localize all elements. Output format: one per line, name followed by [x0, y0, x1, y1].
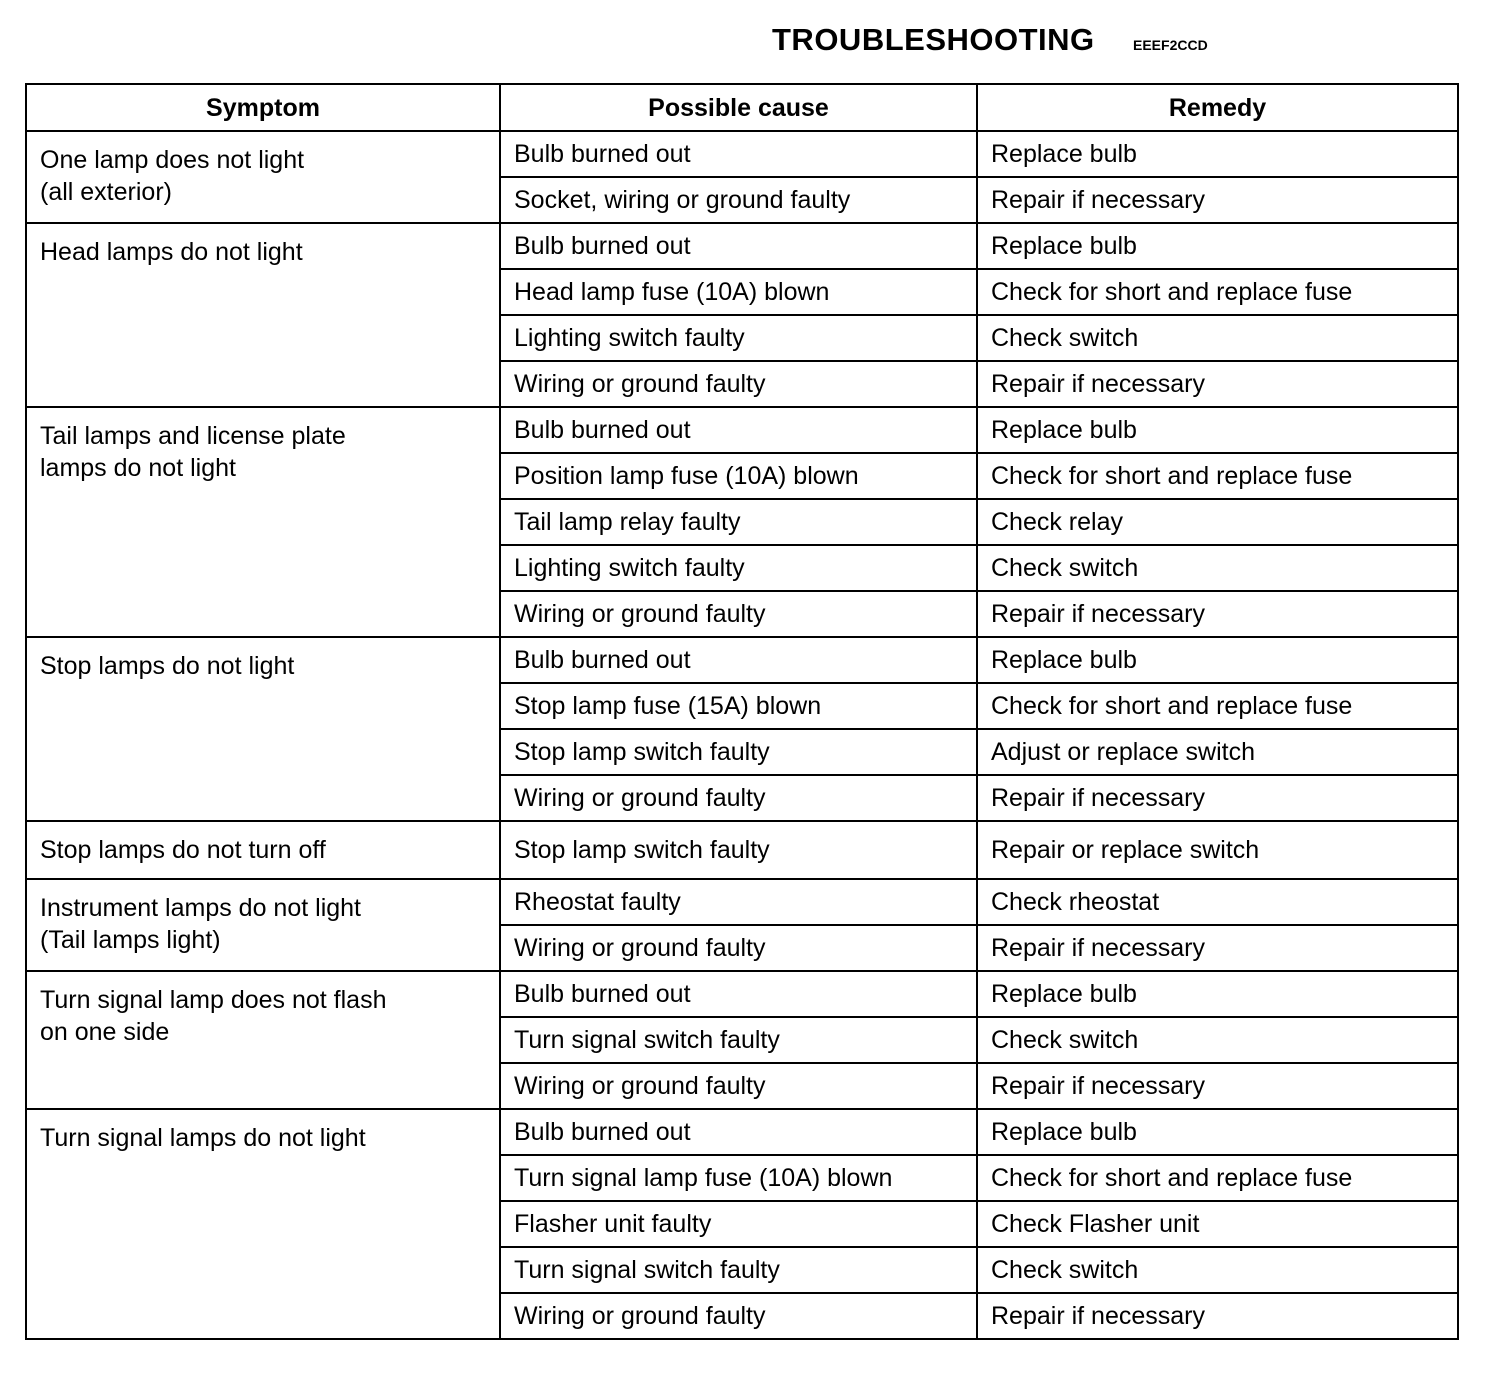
cause-cell: Lighting switch faulty [500, 315, 977, 361]
remedy-cell: Repair if necessary [977, 1293, 1458, 1339]
cause-cell: Tail lamp relay faulty [500, 499, 977, 545]
remedy-cell: Check switch [977, 545, 1458, 591]
document-code: EEEF2CCD [1133, 37, 1208, 53]
symptom-line: Instrument lamps do not light [40, 894, 361, 922]
table-row [26, 971, 1458, 1017]
remedy-cell: Check Flasher unit [977, 1201, 1458, 1247]
cause-cell: Bulb burned out [500, 637, 977, 683]
symptom-cell [26, 821, 500, 879]
table-row [26, 131, 1458, 177]
symptom-line: Tail lamps and license plate [40, 422, 346, 450]
cause-cell: Turn signal lamp fuse (10A) blown [500, 1155, 977, 1201]
remedy-header: Remedy [977, 84, 1458, 131]
remedy-cell: Repair if necessary [977, 177, 1458, 223]
symptom-line: (all exterior) [40, 178, 172, 206]
remedy-cell: Repair if necessary [977, 1063, 1458, 1109]
remedy-cell: Check switch [977, 1017, 1458, 1063]
cause-cell: Rheostat faulty [500, 879, 977, 925]
symptom-line: on one side [40, 1018, 170, 1046]
cause-cell: Wiring or ground faulty [500, 361, 977, 407]
symptom-cell [26, 131, 500, 223]
remedy-cell: Repair or replace switch [977, 821, 1458, 879]
remedy-cell: Replace bulb [977, 131, 1458, 177]
cause-cell: Bulb burned out [500, 407, 977, 453]
cause-cell: Bulb burned out [500, 131, 977, 177]
cause-cell: Bulb burned out [500, 1109, 977, 1155]
symptom-cell [26, 223, 500, 407]
cause-cell: Wiring or ground faulty [500, 925, 977, 971]
table-row [26, 1109, 1458, 1155]
symptom-line: (Tail lamps light) [40, 926, 221, 954]
remedy-cell: Replace bulb [977, 971, 1458, 1017]
remedy-cell: Check for short and replace fuse [977, 453, 1458, 499]
symptom-line: Turn signal lamp does not flash [40, 986, 387, 1014]
symptom-cell [26, 1109, 500, 1339]
symptom-line: lamps do not light [40, 454, 236, 482]
remedy-cell: Replace bulb [977, 637, 1458, 683]
remedy-cell: Check relay [977, 499, 1458, 545]
cause-cell: Wiring or ground faulty [500, 775, 977, 821]
table-row [26, 637, 1458, 683]
remedy-cell: Check for short and replace fuse [977, 269, 1458, 315]
symptom-line: Stop lamps do not light [40, 652, 295, 680]
symptom-line: Stop lamps do not turn off [40, 836, 326, 864]
remedy-cell: Check for short and replace fuse [977, 683, 1458, 729]
cause-cell: Head lamp fuse (10A) blown [500, 269, 977, 315]
remedy-cell: Repair if necessary [977, 925, 1458, 971]
remedy-cell: Check for short and replace fuse [977, 1155, 1458, 1201]
cause-header: Possible cause [500, 84, 977, 131]
cause-cell: Stop lamp switch faulty [500, 821, 977, 879]
cause-cell: Stop lamp fuse (15A) blown [500, 683, 977, 729]
cause-cell: Wiring or ground faulty [500, 591, 977, 637]
symptom-line: Head lamps do not light [40, 238, 303, 266]
symptom-cell [26, 971, 500, 1109]
remedy-cell: Replace bulb [977, 407, 1458, 453]
cause-cell: Bulb burned out [500, 971, 977, 1017]
remedy-cell: Adjust or replace switch [977, 729, 1458, 775]
cause-cell: Wiring or ground faulty [500, 1063, 977, 1109]
remedy-cell: Replace bulb [977, 223, 1458, 269]
cause-cell: Flasher unit faulty [500, 1201, 977, 1247]
table-body [26, 131, 1458, 1339]
remedy-cell: Repair if necessary [977, 775, 1458, 821]
table-row [26, 821, 1458, 879]
remedy-cell: Repair if necessary [977, 361, 1458, 407]
symptom-line: One lamp does not light [40, 146, 305, 174]
troubleshooting-table [25, 83, 1459, 1340]
symptom-header: Symptom [26, 84, 500, 131]
cause-cell: Socket, wiring or ground faulty [500, 177, 977, 223]
remedy-cell: Replace bulb [977, 1109, 1458, 1155]
page-title: TROUBLESHOOTING [772, 22, 1095, 57]
cause-cell: Wiring or ground faulty [500, 1293, 977, 1339]
symptom-cell [26, 637, 500, 821]
remedy-cell: Check rheostat [977, 879, 1458, 925]
remedy-cell: Repair if necessary [977, 591, 1458, 637]
symptom-cell [26, 407, 500, 637]
cause-cell: Turn signal switch faulty [500, 1247, 977, 1293]
cause-cell: Turn signal switch faulty [500, 1017, 977, 1063]
table-row [26, 223, 1458, 269]
header-row [26, 84, 1458, 131]
cause-cell: Stop lamp switch faulty [500, 729, 977, 775]
table-row [26, 407, 1458, 453]
symptom-line: Turn signal lamps do not light [40, 1124, 366, 1152]
cause-cell: Lighting switch faulty [500, 545, 977, 591]
cause-cell: Bulb burned out [500, 223, 977, 269]
remedy-cell: Check switch [977, 315, 1458, 361]
remedy-cell: Check switch [977, 1247, 1458, 1293]
symptom-cell [26, 879, 500, 971]
cause-cell: Position lamp fuse (10A) blown [500, 453, 977, 499]
table-row [26, 879, 1458, 925]
